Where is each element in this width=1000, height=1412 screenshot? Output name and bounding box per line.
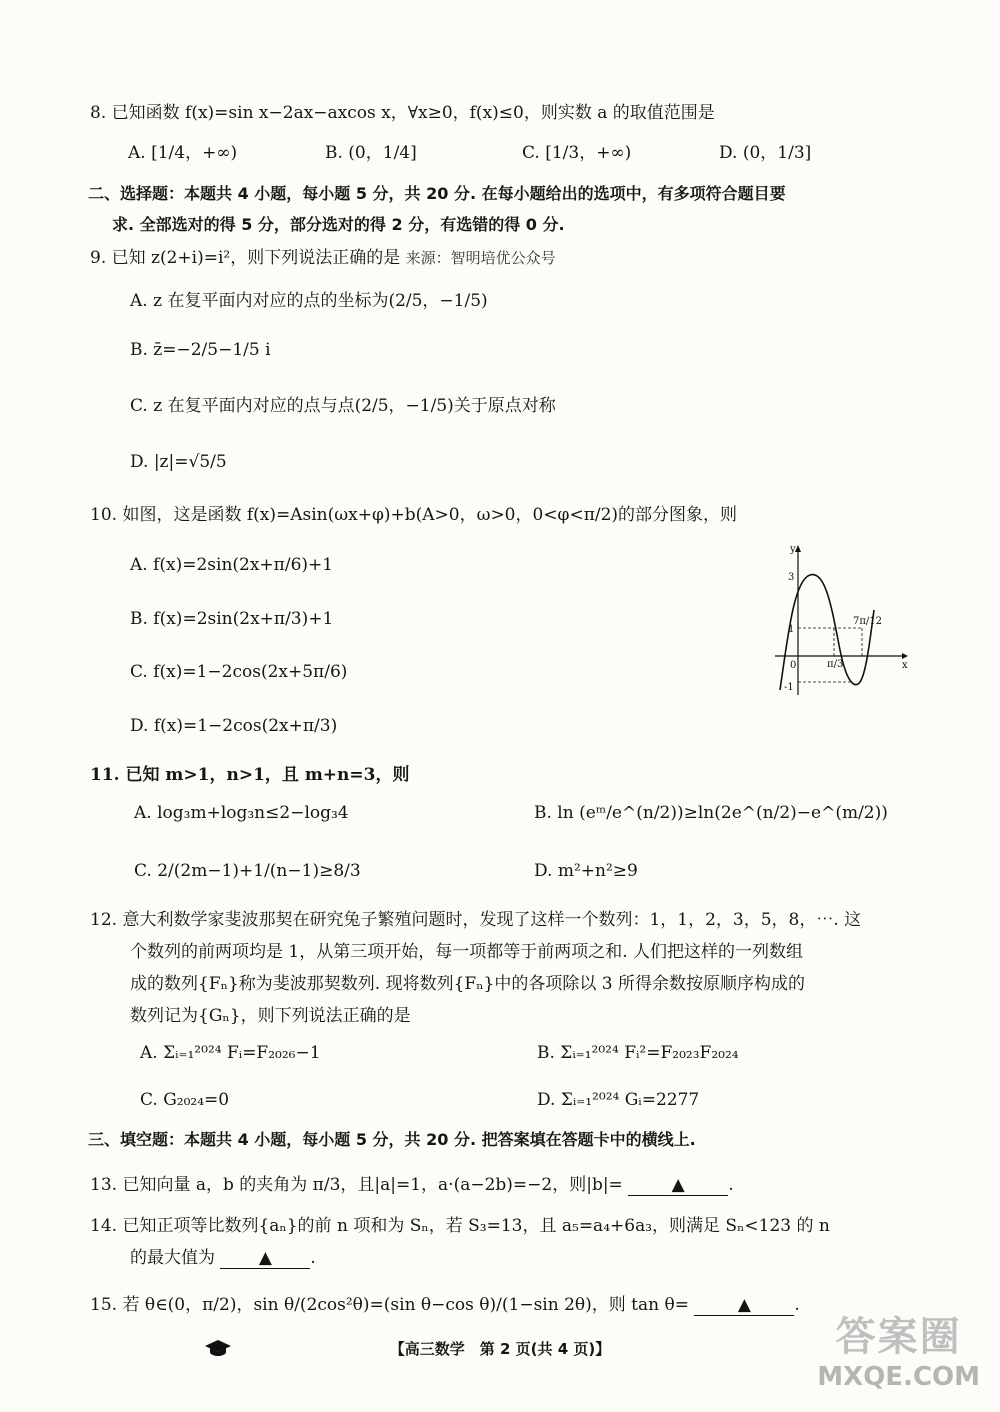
watermark [817, 1305, 980, 1392]
q8-option-b: B. (0，1/4] [325, 143, 417, 163]
q11-option-c: C. 2/(2m−1)+1/(n−1)≥8/3 [134, 861, 361, 881]
q9-option-d: D. |z|=√5/5 [130, 452, 227, 472]
q9-option-a: A. z 在复平面内对应的点的坐标为(2/5，−1/5) [130, 291, 488, 311]
q10-option-d: D. f(x)=1−2cos(2x+π/3) [130, 716, 338, 736]
q11-option-a: A. log₃m+log₃n≤2−log₃4 [134, 803, 349, 823]
q13-stem: 13. 已知向量 a，b 的夹角为 π/3，且|a|=1，a·(a−2b)=−2，则|b|= [90, 1175, 623, 1195]
q13-answer-blank[interactable]: ▲ [628, 1175, 728, 1196]
q10-stem: 10. 如图，这是函数 f(x)=Asin(ωx+φ)+b(A>0，ω>0，0<φ<π/2)的部分图象，则 [90, 505, 738, 525]
graph-xlabel-pi3: π/3 [827, 659, 844, 670]
q12-option-a: A. Σᵢ₌₁²⁰²⁴ Fᵢ=F₂₀₂₆−1 [140, 1043, 321, 1063]
q10-function-graph [770, 540, 910, 700]
section3-heading: 三、填空题：本题共 4 小题，每小题 5 分，共 20 分. 把答案填在答题卡中的横线上. [88, 1130, 696, 1149]
q11-option-d: D. m²+n²≥9 [534, 861, 638, 881]
q15-row [90, 1290, 800, 1316]
graph-ytick-3: 3 [788, 572, 795, 583]
q9-option-c: C. z 在复平面内对应的点与点(2/5，−1/5)关于原点对称 [130, 396, 556, 416]
graph-x-arrow [902, 653, 908, 659]
q14-row-2 [130, 1243, 316, 1269]
q12-line-3: 成的数列{Fₙ}称为斐波那契数列. 现将数列{Fₙ}中的各项除以 3 所得余数按原顺序构成的 [130, 974, 805, 994]
watermark-url: MXQE.COM [817, 1362, 980, 1392]
q15-answer-blank[interactable]: ▲ [694, 1295, 794, 1316]
section2-heading-line2: 求. 全部选对的得 5 分，部分选对的得 2 分，有选错的得 0 分. [112, 215, 565, 234]
q11-stem: 11. 已知 m>1，n>1，且 m+n=3，则 [90, 765, 410, 785]
q8-option-d: D. (0，1/3] [719, 143, 812, 163]
q8-stem: 8. 已知函数 f(x)=sin x−2ax−axcos x，∀x≥0，f(x)≤0，则实数 a 的取值范围是 [90, 103, 715, 123]
q11-option-b: B. ln (eᵐ/e^(n/2))≥ln(2e^(n/2)−e^(m/2)) [534, 803, 888, 823]
q14-end: . [310, 1248, 316, 1268]
graph-ytick-1: 1 [788, 624, 795, 635]
q14-answer-blank[interactable]: ▲ [220, 1248, 310, 1269]
q12-line-4: 数列记为{Gₙ}，则下列说法正确的是 [130, 1006, 411, 1026]
q14-line-2: 的最大值为 [130, 1248, 215, 1268]
section2-heading-line1: 二、选择题：本题共 4 小题，每小题 5 分，共 20 分. 在每小题给出的选项中，有多项符合题目要 [88, 184, 786, 203]
q8-option-a: A. [1/4，+∞) [128, 143, 238, 163]
graph-xlabel-7pi12: 7π/12 [853, 616, 883, 627]
graph-x-label: x [902, 660, 908, 671]
q12-line-2: 个数列的前两项均是 1，从第三项开始，每一项都等于前两项之和. 人们把这样的一列数组 [130, 942, 804, 962]
q9-stem-row [90, 243, 556, 268]
watermark-logo-text: 答案圈 [835, 1314, 962, 1360]
q13-end: . [728, 1175, 734, 1195]
q9-stem: 9. 已知 z(2+i)=i²，则下列说法正确的是 [90, 248, 401, 268]
q12-line-1: 12. 意大利数学家斐波那契在研究兔子繁殖问题时，发现了这样一个数列：1，1，2，3，5，8，⋯. 这 [90, 910, 862, 930]
q10-option-a: A. f(x)=2sin(2x+π/6)+1 [130, 555, 334, 575]
q12-option-c: C. G₂₀₂₄=0 [140, 1090, 230, 1110]
q10-option-c: C. f(x)=1−2cos(2x+5π/6) [130, 662, 348, 682]
q8-option-c: C. [1/3，+∞) [522, 143, 632, 163]
graph-y-arrow [795, 545, 801, 552]
q12-option-d: D. Σᵢ₌₁²⁰²⁴ Gᵢ=2277 [537, 1090, 700, 1110]
q15-end: . [794, 1295, 800, 1315]
q14-line-1: 14. 已知正项等比数列{aₙ}的前 n 项和为 Sₙ，若 S₃=13，且 a₅=a₄+6a₃，则满足 Sₙ<123 的 n [90, 1216, 830, 1236]
q9-option-b: B. z̄=−2/5−1/5 i [130, 340, 271, 360]
page-footer: 【高三数学 第 2 页(共 4 页)】 [389, 1340, 611, 1358]
graph-origin-label: 0 [790, 660, 797, 671]
q10-option-b: B. f(x)=2sin(2x+π/3)+1 [130, 609, 334, 629]
q12-option-b: B. Σᵢ₌₁²⁰²⁴ Fᵢ²=F₂₀₂₃F₂₀₂₄ [537, 1043, 739, 1063]
graph-y-label: y [790, 544, 796, 555]
graph-ytick-neg1: -1 [784, 682, 794, 693]
q9-source-note: 来源：智明培优公众号 [405, 249, 556, 267]
q15-stem: 15. 若 θ∈(0，π/2)，sin θ/(2cos²θ)=(sin θ−cos θ)/(1−sin 2θ)，则 tan θ= [90, 1295, 689, 1315]
q13-row [90, 1170, 734, 1196]
